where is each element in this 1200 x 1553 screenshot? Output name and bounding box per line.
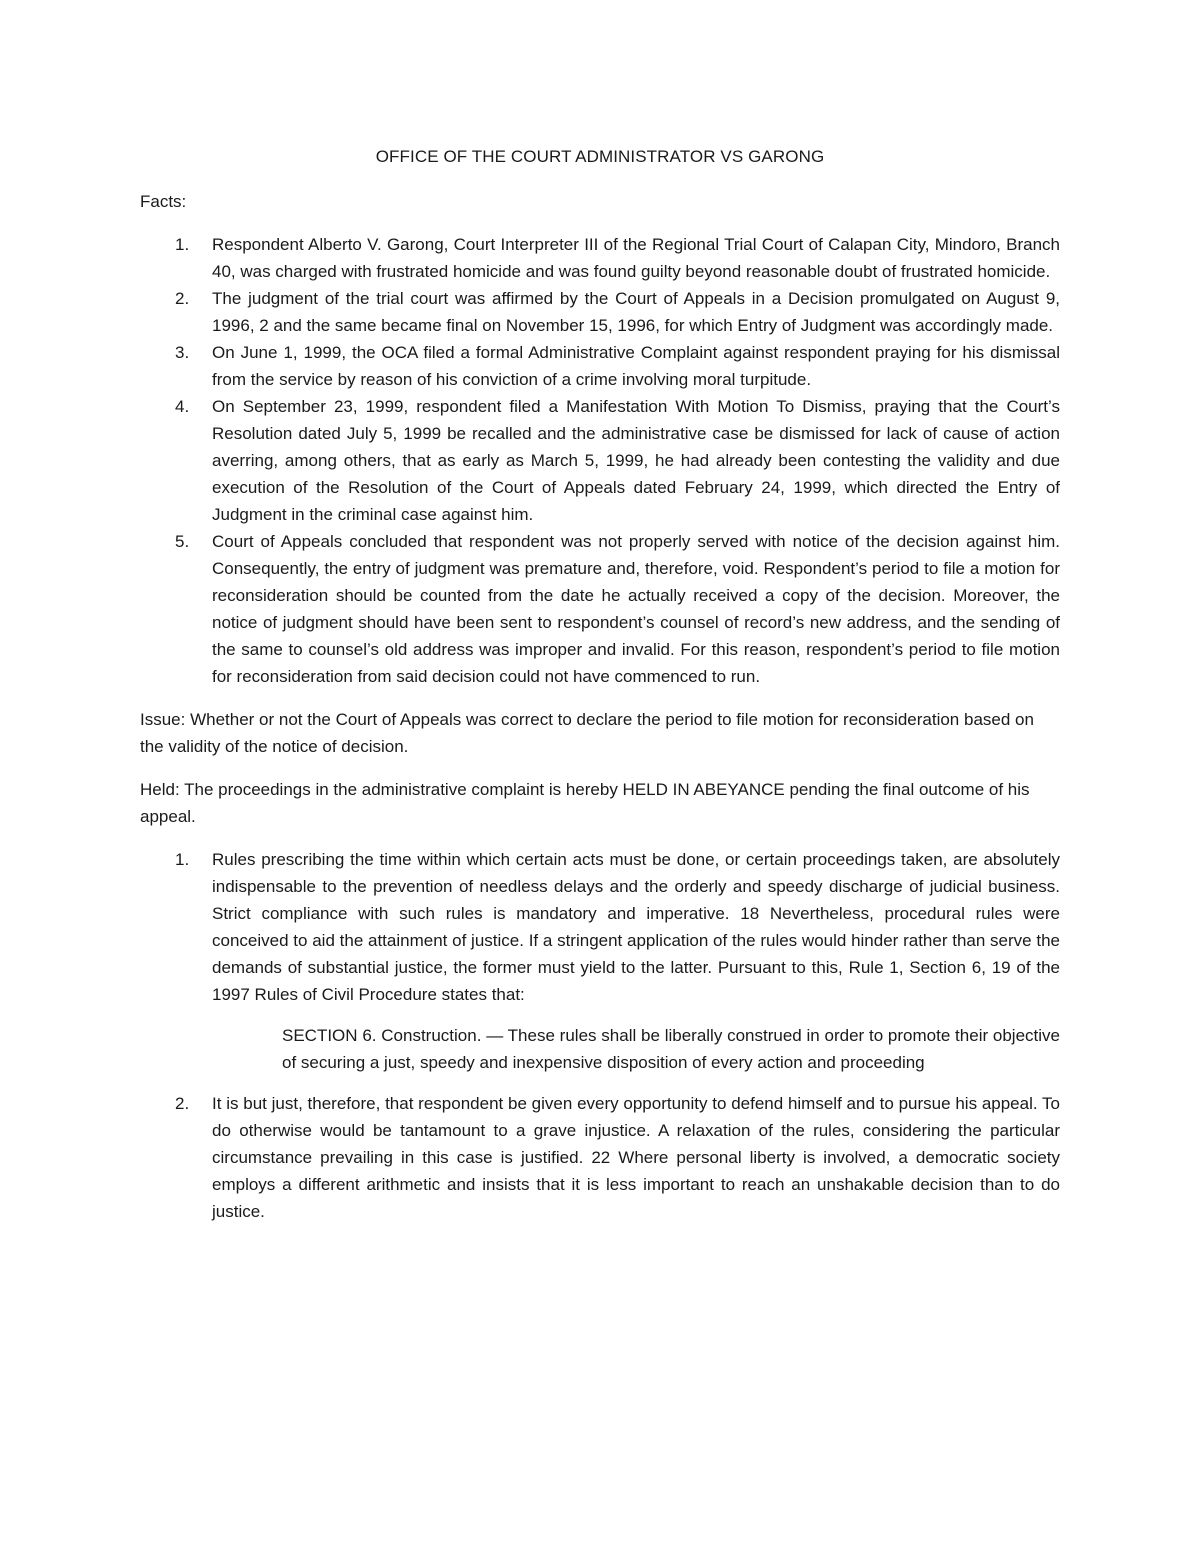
facts-item — [140, 528, 1060, 690]
facts-item — [140, 339, 1060, 393]
item-text: Respondent Alberto V. Garong, Court Interpreter III of the Regional Trial Court of Calapan City, Mindoro, Branch 40, was charged with frustrated homicide and was found guilty beyond reasonable doubt of frustrated homicide. — [212, 235, 1060, 281]
issue-paragraph: Issue: Whether or not the Court of Appeals was correct to declare the period to file motion for reconsideration based on the validity of the notice of decision. — [140, 710, 1034, 756]
item-number: 3. — [175, 343, 190, 362]
facts-item — [140, 285, 1060, 339]
item-text: It is but just, therefore, that respondent be given every opportunity to defend himself and to pursue his appeal. To do otherwise would be tantamount to a grave injustice. A relaxation of the rules, considering the particular circumstance prevailing in this case is justified. 22 Where personal liberty is involved, a democratic society employs a different arithmetic and insists that it is less important to reach an unshakable decision than to do justice. — [212, 1094, 1060, 1221]
facts-item — [140, 231, 1060, 285]
item-text: On September 23, 1999, respondent filed a Manifestation With Motion To Dismiss, praying that the Court’s Resolution dated July 5, 1999 be recalled and the administrative case be dismissed for lack of cause of action averring, among others, that as early as March 5, 1999, he had already been contesting the validity and due execution of the Resolution of the Court of Appeals dated February 24, 1999, which directed the Entry of Judgment in the criminal case against him. — [212, 397, 1060, 524]
item-number: 2. — [175, 1094, 190, 1113]
facts-item — [140, 393, 1060, 528]
block-quote: SECTION 6. Construction. — These rules shall be liberally construed in order to promote their objective of securing a just, speedy and inexpensive disposition of every action and proceeding — [282, 1026, 1060, 1072]
held-paragraph: Held: The proceedings in the administrative complaint is hereby HELD IN ABEYANCE pending the final outcome of his appeal. — [140, 780, 1030, 826]
document-title: OFFICE OF THE COURT ADMINISTRATOR VS GARONG — [375, 147, 825, 166]
item-text: On June 1, 1999, the OCA filed a formal Administrative Complaint against respondent praying for his dismissal from the service by reason of his conviction of a crime involving moral turpitude. — [212, 343, 1060, 389]
item-number: 1. — [175, 850, 190, 869]
held-item — [140, 846, 1060, 1008]
facts-list — [140, 231, 1060, 690]
held-item — [140, 1090, 1060, 1225]
held-list — [140, 846, 1060, 1008]
facts-label: Facts: — [140, 192, 187, 211]
held-list-continued — [140, 1090, 1060, 1225]
item-text: Rules prescribing the time within which certain acts must be done, or certain proceedings taken, are absolutely indispensable to the prevention of needless delays and the orderly and speedy discharge of judicial business. Strict compliance with such rules is mandatory and imperative. 18 Nevertheless, procedural rules were conceived to aid the attainment of justice. If a stringent application of the rules would hinder rather than serve the demands of substantial justice, the former must yield to the latter. Pursuant to this, Rule 1, Section 6, 19 of the 1997 Rules of Civil Procedure states that: — [212, 850, 1060, 1004]
item-number: 2. — [175, 289, 190, 308]
item-number: 4. — [175, 397, 190, 416]
item-text: The judgment of the trial court was affirmed by the Court of Appeals in a Decision promulgated on August 9, 1996, 2 and the same became final on November 15, 1996, for which Entry of Judgment was accordingly made. — [212, 289, 1060, 335]
item-number: 5. — [175, 532, 190, 551]
item-number: 1. — [175, 235, 190, 254]
item-text: Court of Appeals concluded that respondent was not properly served with notice of the decision against him. Consequently, the entry of judgment was premature and, therefore, void. Respondent’s period to file a motion for reconsideration should be counted from the date he actually received a copy of the decision. Moreover, the notice of judgment should have been sent to respondent’s counsel of record’s new address, and the sending of the same to counsel’s old address was improper and invalid. For this reason, respondent’s period to file motion for reconsideration from said decision could not have commenced to run. — [212, 532, 1060, 686]
